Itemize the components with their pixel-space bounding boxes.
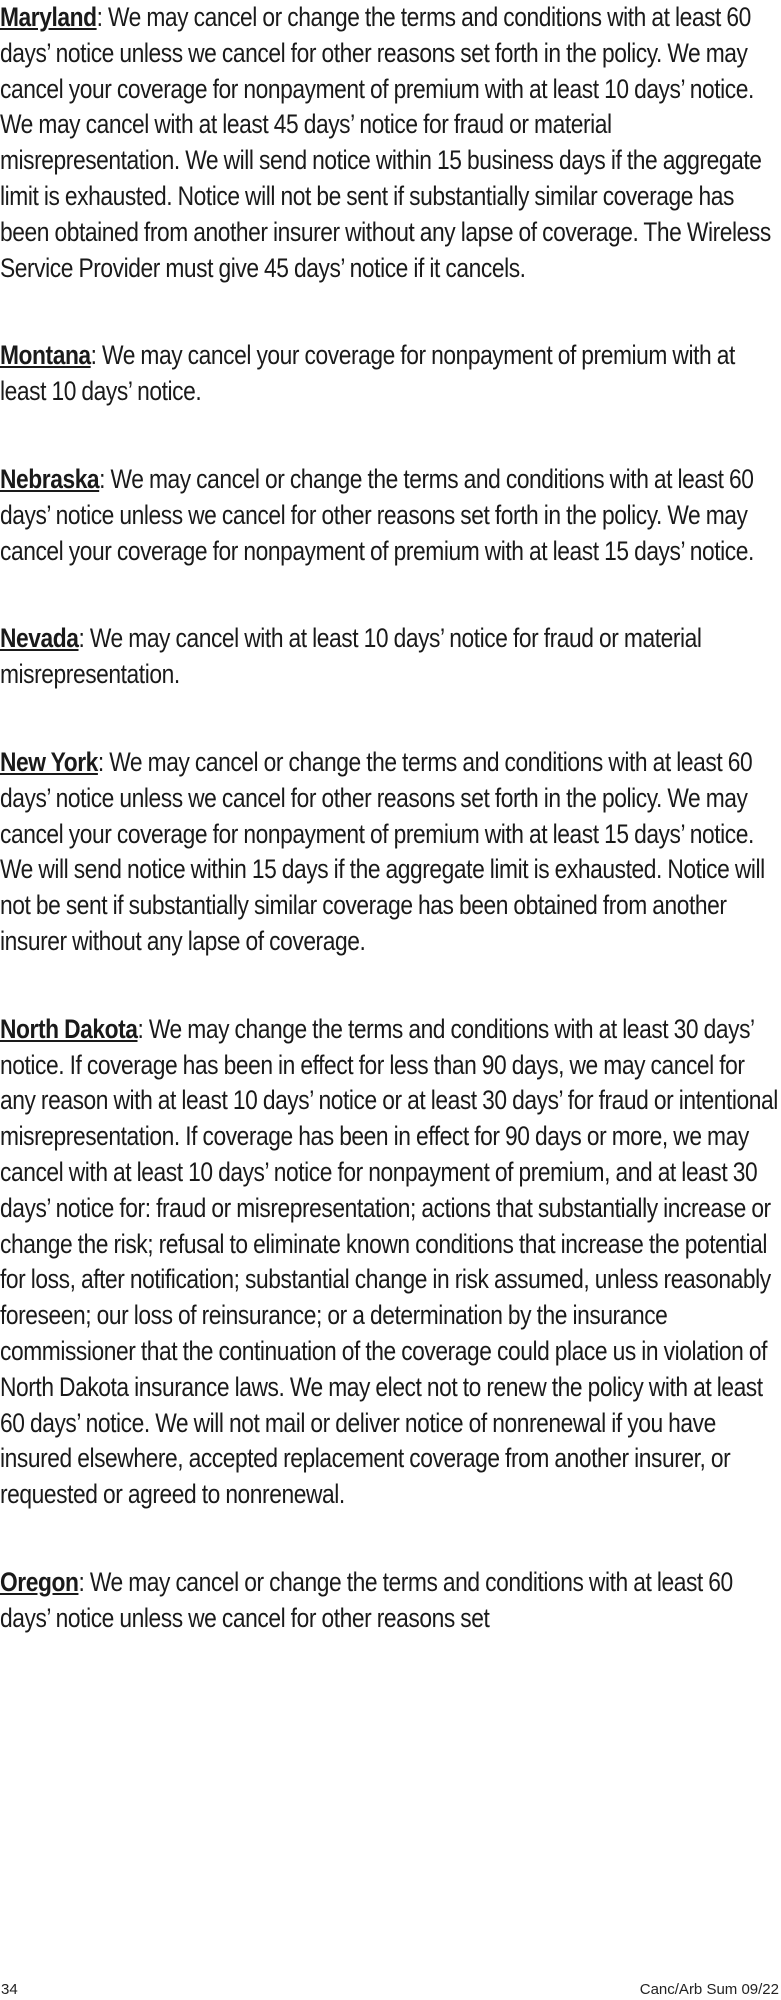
state-name-nevada: Nevada — [0, 623, 79, 654]
state-name-nebraska: Nebraska — [0, 463, 100, 494]
state-name-north-dakota: North Dakota — [0, 1013, 138, 1044]
section-maryland — [0, 0, 781, 286]
section-text-nebraska: : We may cancel or change the terms and conditions with at least 60 days’ notice unless we cancel for other reasons set forth in the policy. We may cancel your coverage for nonpayment of premium with at least 15 days’ notice. — [0, 463, 754, 566]
section-text-north-dakota: : We may change the terms and conditions with at least 30 days’ notice. If coverage has been in effect for less than 90 days, we may cancel for any reason with at least 10 days’ notice or at least 30 days’ for fraud or intentional misrepresentation. If coverage has been in effect for 90 days or more, we may cancel with at least 10 days’ notice for nonpayment of premium, and at least 30 days’ notice for: fraud or misrepresentation; actions that substantially increase or change the risk; refusal to eliminate known conditions that increase the potential for loss, after notification; substantial change in risk assumed, unless reasonably foreseen; our loss of reinsurance; or a determination by the insurance commissioner that the continuation of the coverage could place us in violation of North Dakota insurance laws. We may elect not to renew the policy with at least 60 days’ notice. We will not mail or deliver notice of nonrenewal if you have insured elsewhere, accepted replacement coverage from another insurer, or requested or agreed to nonrenewal. — [0, 1013, 778, 1510]
page-footer — [0, 1980, 781, 2000]
state-name-montana: Montana — [0, 340, 91, 371]
page-number: 34 — [1, 1981, 18, 1998]
section-text-oregon: : We may cancel or change the terms and conditions with at least 60 days’ notice unless we cancel for other reasons set — [0, 1566, 733, 1633]
document-code: Canc/Arb Sum 09/22 — [639, 1981, 779, 1998]
section-new-york — [0, 745, 781, 960]
section-north-dakota — [0, 1012, 781, 1513]
section-nevada — [0, 621, 781, 693]
section-text-montana: : We may cancel your coverage for nonpayment of premium with at least 10 days’ notice. — [0, 340, 735, 407]
state-name-oregon: Oregon — [0, 1566, 79, 1597]
section-text-maryland: : We may cancel or change the terms and conditions with at least 60 days’ notice unless we cancel for other reasons set forth in the policy. We may cancel your coverage for nonpayment of premium with at least 10 days’ notice. We may cancel with at least 45 days’ notice for fraud or material misrepresentation. We will send notice within 15 business days if the aggregate limit is exhausted. Notice will not be sent if substantially similar coverage has been obtained from another insurer without any lapse of coverage. The Wireless Service Provider must give 45 days’ notice if it cancels. — [0, 2, 771, 283]
section-nebraska — [0, 462, 781, 569]
section-montana — [0, 338, 781, 410]
section-text-new-york: : We may cancel or change the terms and conditions with at least 60 days’ notice unless we cancel for other reasons set forth in the policy. We may cancel your coverage for nonpayment of premium with at least 15 days’ notice. We will send notice within 15 days if the aggregate limit is exhausted. Notice will not be sent if substantially similar coverage has been obtained from another insurer without any lapse of coverage. — [0, 746, 765, 956]
state-name-maryland: Maryland — [0, 2, 97, 32]
section-oregon — [0, 1565, 781, 1637]
section-text-nevada: : We may cancel with at least 10 days’ notice for fraud or material misrepresentation. — [0, 623, 702, 690]
state-name-new-york: New York — [0, 746, 98, 777]
